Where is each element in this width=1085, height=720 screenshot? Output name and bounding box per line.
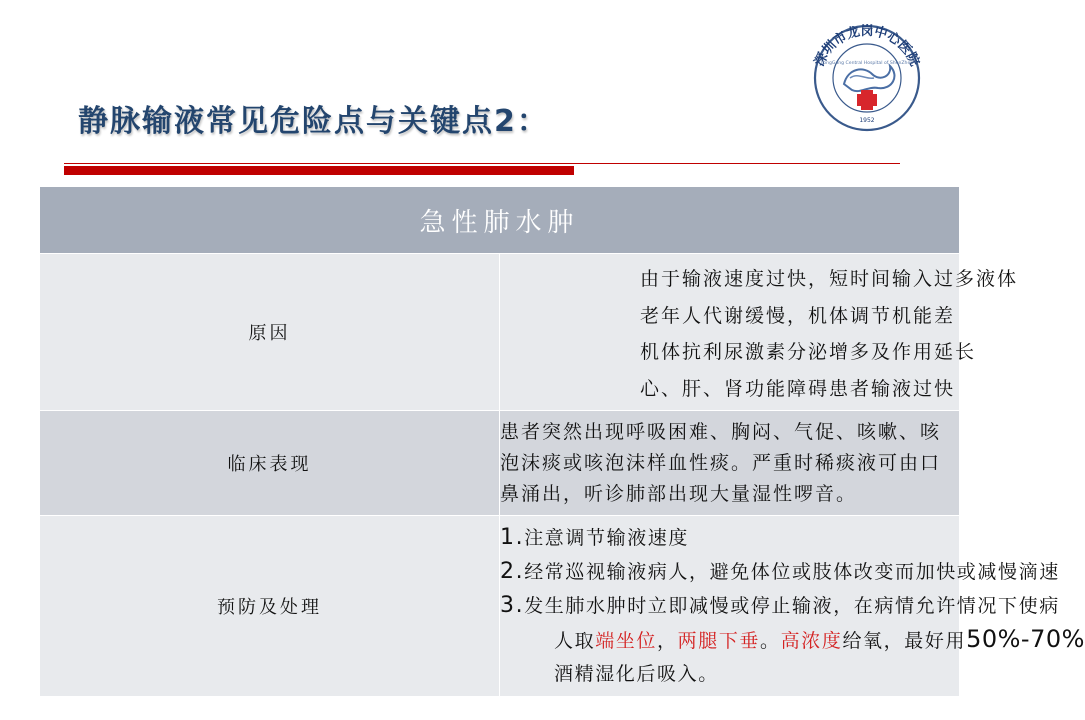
underline-thin [64, 163, 900, 164]
highlight-text: 高浓度 [780, 630, 843, 652]
table-row-cause [40, 254, 960, 411]
item-number: 3. [500, 593, 525, 618]
plain-text: 人取 [554, 630, 596, 652]
cause-line: 机体抗利尿激素分泌增多及作用延长 [640, 341, 977, 363]
prevention-item [500, 589, 1060, 623]
plain-text: 酒精湿化后吸入。 [554, 663, 719, 685]
row-label-clinical: 临床表现 [40, 411, 500, 516]
cause-line: 心、肝、肾功能障碍患者输液过快 [640, 377, 956, 400]
plain-text: ， [657, 630, 678, 652]
prevention-content [500, 516, 1085, 697]
table-row-clinical [40, 411, 960, 516]
row-label-prevention: 预防及处理 [40, 516, 500, 697]
title-underline [64, 163, 900, 175]
row-label-cause: 原因 [40, 254, 500, 411]
highlight-text: 两腿下垂 [677, 630, 761, 652]
highlight-text: 端坐位 [595, 630, 658, 652]
item-text: 注意调节输液速度 [524, 527, 690, 549]
cause-content [500, 254, 1019, 411]
prevention-item [500, 555, 1060, 589]
hospital-logo [808, 24, 926, 132]
prevention-item [500, 521, 959, 555]
table-header: 急性肺水肿 [40, 187, 960, 254]
plain-text: 给氧，最好用 [842, 630, 967, 652]
logo-year: 1952 [859, 117, 875, 124]
logo-name: 深圳市龙岗中心医院 [812, 24, 922, 69]
percentage-text: 50%-70% [966, 625, 1085, 653]
info-table [39, 186, 1085, 697]
prevention-item-continuation [500, 658, 959, 691]
prevention-item-continuation [500, 623, 1085, 658]
cause-line: 由于输液速度过快，短时间输入过多液体 [640, 268, 1019, 290]
logo-subtitle: LongGang Central Hospital of ShenZhen [820, 61, 914, 66]
page-title: 静脉输液常见危险点与关键点2： [78, 104, 549, 139]
clinical-text: 患者突然出现呼吸困难、胸闷、气促、咳嗽、咳泡沫痰或咳泡沫样血性痰。严重时稀痰液可由口鼻涌出，听诊肺部出现大量湿性啰音。 [500, 411, 960, 516]
item-number: 1. [500, 525, 525, 550]
item-text: 发生肺水肿时立即减慢或停止输液，在病情允许情况下使病 [524, 595, 1060, 617]
item-number: 2. [500, 559, 525, 584]
underline-thick [64, 166, 574, 175]
item-text: 经常巡视输液病人，避免体位或肢体改变而加快或减慢滴速 [524, 561, 1060, 583]
table-row-prevention [40, 516, 960, 697]
cause-line: 老年人代谢缓慢，机体调节机能差 [640, 304, 956, 327]
plain-text: 。 [760, 630, 781, 652]
